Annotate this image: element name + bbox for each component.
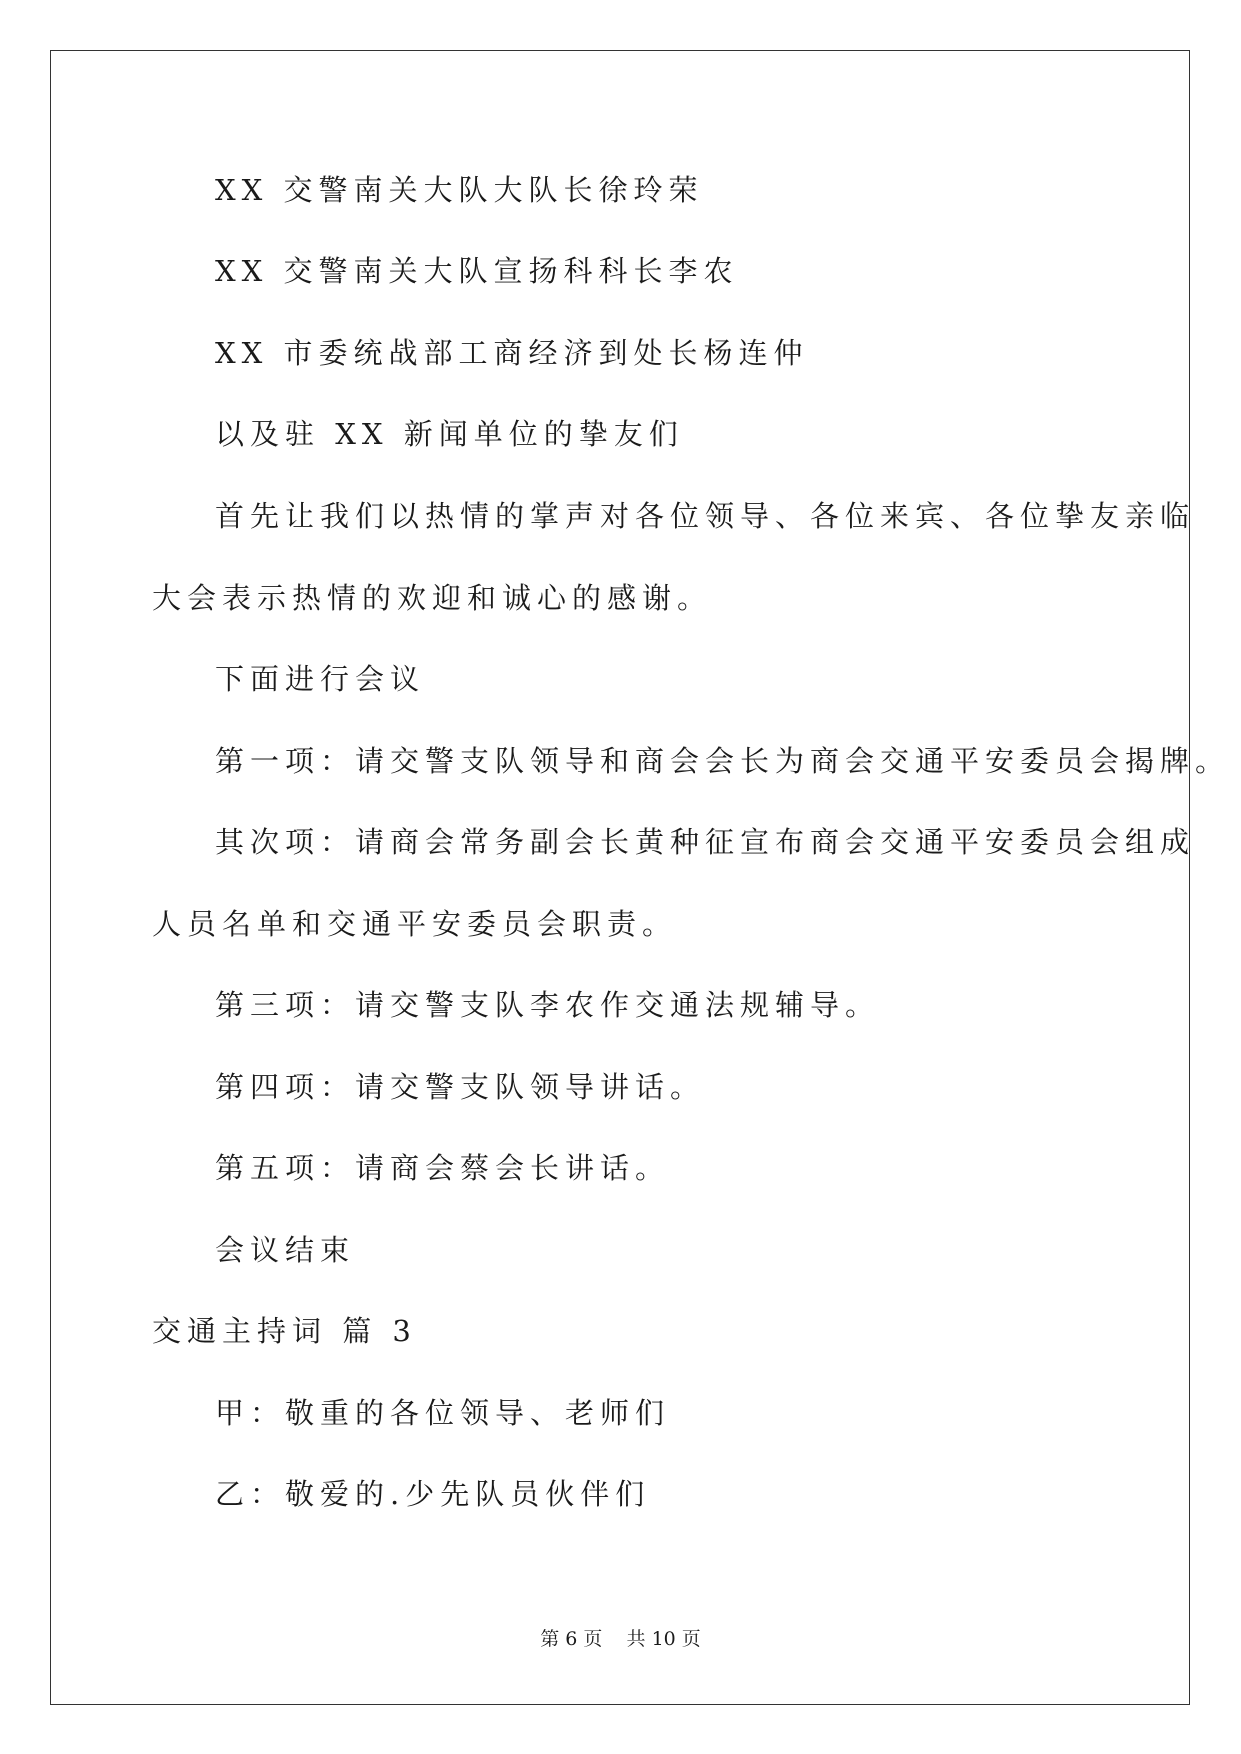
agenda-item-1: 第一项：请交警支队领导和商会会长为商会交通平安委员会揭牌。 <box>215 744 1231 778</box>
agenda-item-2-line-2: 人员名单和交通平安委员会职责。 <box>152 907 678 941</box>
agenda-item-3: 第三项：请交警支队李农作交通法规辅导。 <box>215 988 881 1022</box>
page-border <box>50 50 1190 1705</box>
agenda-item-4: 第四项：请交警支队领导讲话。 <box>215 1070 706 1104</box>
dialogue-line-yi: 乙：敬爱的.少先队员伙伴们 <box>215 1477 651 1511</box>
meeting-end: 会议结束 <box>215 1233 356 1267</box>
attendee-line-4: 以及驻 XX 新闻单位的挚友们 <box>215 417 684 451</box>
agenda-item-2-line-1: 其次项：请商会常务副会长黄种征宣布商会交通平安委员会组成 <box>215 825 1196 859</box>
agenda-item-5: 第五项：请商会蔡会长讲话。 <box>215 1151 671 1185</box>
page-footer: 第 6 页 共 10 页 <box>540 1628 701 1650</box>
paragraph-welcome-line-2: 大会表示热情的欢迎和诚心的感谢。 <box>152 581 713 615</box>
agenda-intro: 下面进行会议 <box>215 662 426 696</box>
attendee-line-2: XX 交警南关大队宣扬科科长李农 <box>215 254 739 288</box>
dialogue-line-jia: 甲：敬重的各位领导、老师们 <box>215 1396 671 1430</box>
attendee-line-1: XX 交警南关大队大队长徐玲荣 <box>215 173 704 207</box>
attendee-line-3: XX 市委统战部工商经济到处长杨连仲 <box>215 336 809 370</box>
section-heading: 交通主持词 篇 3 <box>152 1314 417 1348</box>
paragraph-welcome-line-1: 首先让我们以热情的掌声对各位领导、各位来宾、各位挚友亲临 <box>215 499 1196 533</box>
